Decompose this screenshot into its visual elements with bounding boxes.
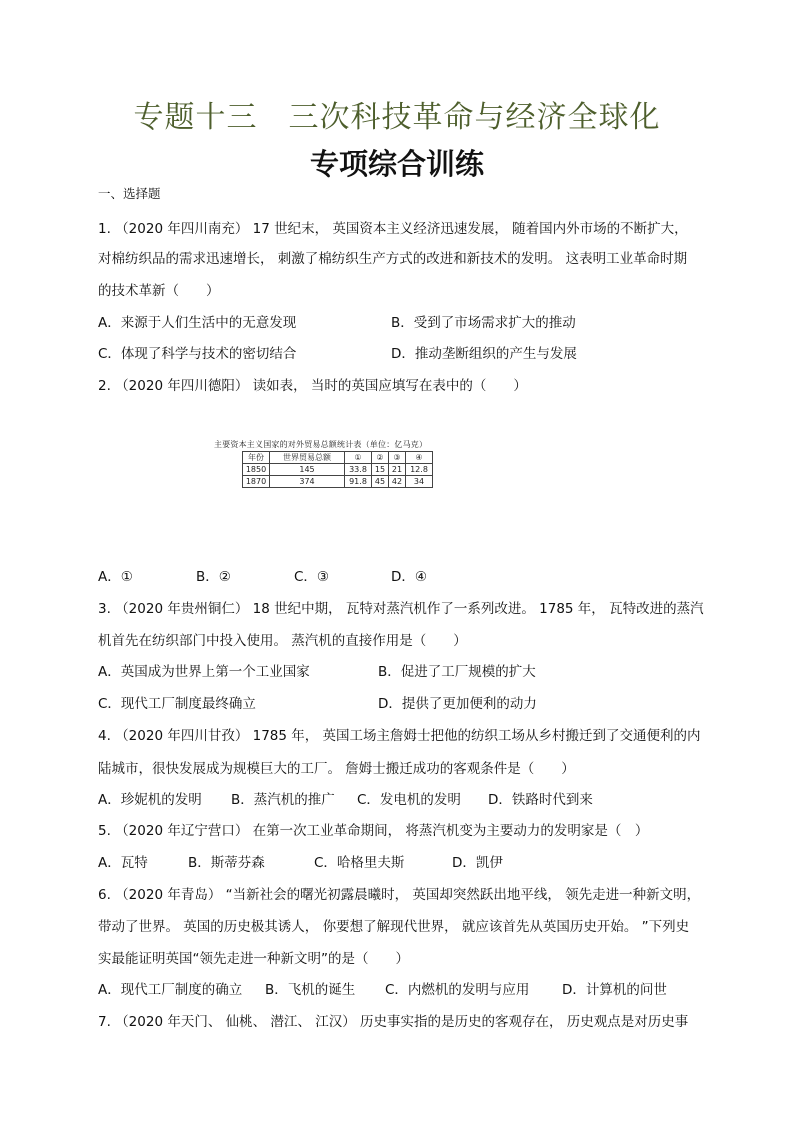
question-6-line-1: 6. （2020 年青岛） “当新社会的曙光初露晨曦时， 英国却突然跃出地平线， 领先走进一种新文明， [98, 887, 701, 903]
question-4-option-c: C．发电机的发明 [357, 792, 461, 808]
table-cell: 33.8 [345, 464, 372, 476]
table-header-cell: ③ [389, 452, 406, 464]
table-header-cell: ④ [406, 452, 433, 464]
question-5-option-c: C．哈格里夫斯 [314, 855, 405, 871]
question-1-option-b: B．受到了市场需求扩大的推动 [391, 315, 576, 331]
question-6-option-c: C．内燃机的发明与应用 [385, 982, 530, 998]
trade-table [242, 451, 433, 488]
question-4-line-1: 4. （2020 年四川甘孜） 1785 年， 英国工场主詹姆士把他的纺织工场从乡村搬迁到了交通便利的内 [98, 728, 701, 744]
question-4-option-b: B．蒸汽机的推广 [231, 792, 335, 808]
question-5-option-d: D．凯伊 [452, 855, 503, 871]
question-1-option-c: C．体现了科学与技术的密切结合 [98, 346, 297, 362]
question-3-option-c: C．现代工厂制度最终确立 [98, 696, 256, 712]
table-cell: 91.8 [345, 476, 372, 488]
table-cell: 145 [270, 464, 345, 476]
question-6-option-d: D．计算机的问世 [562, 982, 667, 998]
table-cell: 34 [406, 476, 433, 488]
table-header-cell: 世界贸易总额 [270, 452, 345, 464]
table-caption: 主要资本主义国家的对外贸易总额统计表（单位：亿马克） [214, 440, 428, 449]
question-4-option-d: D．铁路时代到来 [488, 792, 593, 808]
question-4-option-a: A．珍妮机的发明 [98, 792, 202, 808]
table-cell: 12.8 [406, 464, 433, 476]
question-1-line-3: 的技术革新（ ） [98, 283, 220, 299]
table-row [243, 464, 433, 476]
question-1-option-a: A．来源于人们生活中的无意发现 [98, 315, 297, 331]
question-5-option-b: B．斯蒂芬森 [188, 855, 265, 871]
question-6-option-b: B．飞机的诞生 [265, 982, 356, 998]
table-cell: 374 [270, 476, 345, 488]
question-1-option-d: D．推动垄断组织的产生与发展 [391, 346, 577, 362]
table-header-cell: ① [345, 452, 372, 464]
question-4-line-2: 陆城市，很快发展成为规模巨大的工厂。 詹姆士搬迁成功的客观条件是（ ） [98, 761, 575, 777]
question-2-option-b: B．② [196, 569, 231, 585]
question-3-line-1: 3. （2020 年贵州铜仁） 18 世纪中期， 瓦特对蒸汽机作了一系列改进。 1785 年， 瓦特改进的蒸汽 [98, 601, 704, 617]
table-cell: 21 [389, 464, 406, 476]
trade-statistics-table [214, 440, 444, 488]
question-2-option-a: A．① [98, 569, 133, 585]
table-cell: 42 [389, 476, 406, 488]
table-header-cell: 年份 [243, 452, 270, 464]
question-3-option-d: D．提供了更加便利的动力 [378, 696, 537, 712]
page-subtitle: 专项综合训练 [309, 147, 484, 181]
table-cell: 1850 [243, 464, 270, 476]
question-1-line-2: 对棉纺织品的需求迅速增长， 刺激了棉纺织生产方式的改进和新技术的发明。 这表明工业革命时期 [98, 251, 688, 267]
question-6-option-a: A．现代工厂制度的确立 [98, 982, 243, 998]
question-2-line-1: 2. （2020 年四川德阳） 读如表， 当时的英国应填写在表中的（ ） [98, 378, 527, 394]
question-6-line-3: 实最能证明英国“领先走进一种新文明”的是（ ） [98, 951, 409, 967]
table-row [243, 476, 433, 488]
section-heading: 一、选择题 [98, 186, 161, 201]
question-1-line-1: 1. （2020 年四川南充） 17 世纪末， 英国资本主义经济迅速发展， 随着国内外市场的不断扩大， [98, 221, 688, 237]
question-3-option-b: B．促进了工厂规模的扩大 [378, 664, 536, 680]
question-5-line-1: 5. （2020 年辽宁营口） 在第一次工业革命期间， 将蒸汽机变为主要动力的发明家是（ ） [98, 823, 649, 839]
page-title: 专题十三 三次科技革命与经济全球化 [133, 100, 661, 135]
table-header-row [243, 452, 433, 464]
question-7-line-1: 7. （2020 年天门、 仙桃、 潜江、 江汉） 历史事实指的是历史的客观存在， 历史观点是对历史事 [98, 1014, 689, 1030]
question-3-option-a: A．英国成为世界上第一个工业国家 [98, 664, 310, 680]
table-cell: 15 [372, 464, 389, 476]
question-2-option-c: C．③ [294, 569, 330, 585]
question-3-line-2: 机首先在纺织部门中投入使用。 蒸汽机的直接作用是（ ） [98, 633, 467, 649]
question-6-line-2: 带动了世界。 英国的历史极其诱人， 你要想了解现代世界， 就应该首先从英国历史开始。 ”下列史 [98, 919, 690, 935]
question-5-option-a: A．瓦特 [98, 855, 148, 871]
table-cell: 45 [372, 476, 389, 488]
table-header-cell: ② [372, 452, 389, 464]
question-2-option-d: D．④ [391, 569, 427, 585]
table-cell: 1870 [243, 476, 270, 488]
